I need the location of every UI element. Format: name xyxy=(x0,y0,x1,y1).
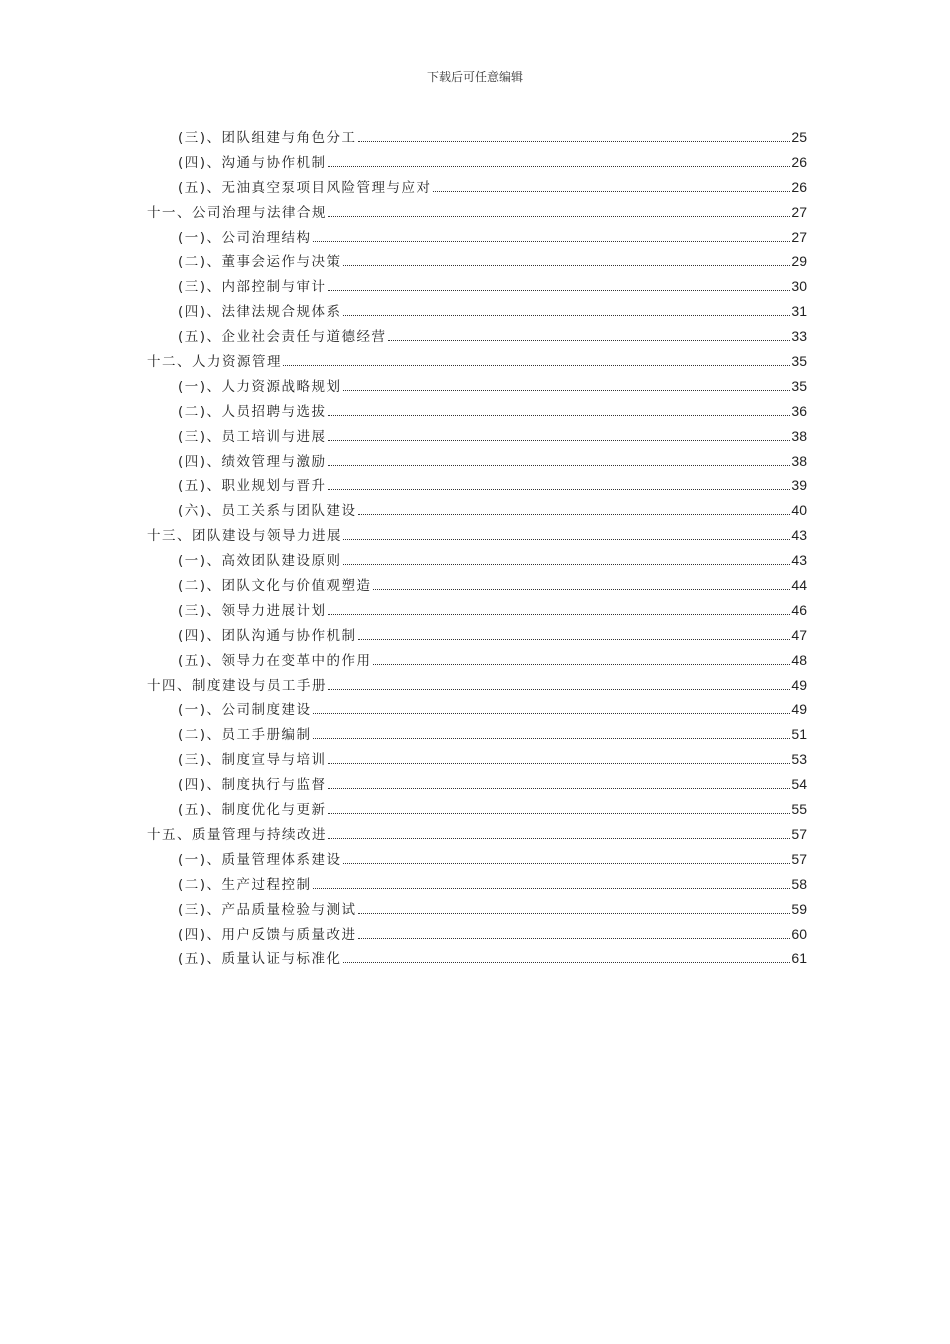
toc-entry-title: (二)、人员招聘与选拔 xyxy=(178,403,327,420)
toc-section-entry[interactable] xyxy=(147,151,807,176)
toc-dot-leader xyxy=(328,613,790,615)
toc-entry-title: (三)、产品质量检验与测试 xyxy=(178,901,357,918)
toc-entry-title: (五)、企业社会责任与道德经营 xyxy=(178,329,387,346)
toc-dot-leader xyxy=(343,862,790,864)
toc-page-number: 27 xyxy=(791,228,807,245)
toc-dot-leader xyxy=(358,937,790,939)
toc-section-entry[interactable] xyxy=(147,873,807,898)
toc-chapter-entry[interactable] xyxy=(147,674,807,699)
toc-section-entry[interactable] xyxy=(147,574,807,599)
toc-entry-title: (四)、绩效管理与激励 xyxy=(178,453,327,470)
toc-entry-title: (五)、领导力在变革中的作用 xyxy=(178,652,372,669)
toc-dot-leader xyxy=(343,563,790,565)
toc-page-number: 44 xyxy=(791,577,807,594)
toc-dot-leader xyxy=(358,140,790,142)
toc-dot-leader xyxy=(343,961,790,963)
toc-page-number: 48 xyxy=(791,651,807,668)
toc-page-number: 55 xyxy=(791,801,807,818)
toc-entry-title: (三)、团队组建与角色分工 xyxy=(178,130,357,146)
toc-page-number: 57 xyxy=(791,825,807,842)
toc-section-entry[interactable] xyxy=(147,450,807,475)
toc-dot-leader xyxy=(313,887,790,889)
toc-page-number: 39 xyxy=(791,477,807,494)
toc-section-entry[interactable] xyxy=(147,474,807,499)
toc-entry-title: (一)、公司制度建设 xyxy=(178,702,312,719)
toc-dot-leader xyxy=(388,339,790,341)
toc-dot-leader xyxy=(328,439,790,441)
toc-page-number: 36 xyxy=(791,402,807,419)
toc-dot-leader xyxy=(358,513,790,515)
toc-section-entry[interactable] xyxy=(147,300,807,325)
toc-chapter-entry[interactable] xyxy=(147,201,807,226)
toc-section-entry[interactable] xyxy=(147,923,807,948)
toc-page-number: 43 xyxy=(791,527,807,544)
toc-page-number: 26 xyxy=(791,153,807,170)
toc-page-number: 27 xyxy=(791,203,807,220)
toc-page-number: 35 xyxy=(791,377,807,394)
toc-dot-leader xyxy=(373,663,790,665)
toc-page-number: 25 xyxy=(791,129,807,145)
toc-page-number: 51 xyxy=(791,726,807,743)
toc-entry-title: 十一、公司治理与法律合规 xyxy=(147,204,327,221)
toc-entry-title: (一)、人力资源战略规划 xyxy=(178,378,342,395)
toc-section-entry[interactable] xyxy=(147,773,807,798)
toc-section-entry[interactable] xyxy=(147,599,807,624)
toc-entry-title: (五)、职业规划与晋升 xyxy=(178,478,327,495)
toc-section-entry[interactable] xyxy=(147,176,807,201)
toc-section-entry[interactable] xyxy=(147,748,807,773)
toc-section-entry[interactable] xyxy=(147,126,807,151)
toc-section-entry[interactable] xyxy=(147,250,807,275)
toc-dot-leader xyxy=(313,712,790,714)
toc-dot-leader xyxy=(358,638,790,640)
toc-dot-leader xyxy=(328,289,790,291)
toc-page-number: 35 xyxy=(791,353,807,370)
toc-entry-title: 十五、质量管理与持续改进 xyxy=(147,826,327,843)
toc-dot-leader xyxy=(328,837,790,839)
toc-dot-leader xyxy=(343,538,790,540)
toc-dot-leader xyxy=(328,464,790,466)
toc-entry-title: (六)、员工关系与团队建设 xyxy=(178,503,357,520)
toc-section-entry[interactable] xyxy=(147,848,807,873)
toc-section-entry[interactable] xyxy=(147,898,807,923)
toc-section-entry[interactable] xyxy=(147,549,807,574)
toc-dot-leader xyxy=(328,165,790,167)
table-of-contents xyxy=(147,126,807,972)
toc-page-number: 47 xyxy=(791,626,807,643)
toc-dot-leader xyxy=(313,240,790,242)
toc-dot-leader xyxy=(328,215,790,217)
toc-dot-leader xyxy=(328,414,790,416)
toc-entry-title: (二)、董事会运作与决策 xyxy=(178,254,342,271)
toc-section-entry[interactable] xyxy=(147,226,807,251)
toc-section-entry[interactable] xyxy=(147,947,807,972)
toc-page-number: 58 xyxy=(791,875,807,892)
toc-page-number: 57 xyxy=(791,850,807,867)
toc-entry-title: (四)、团队沟通与协作机制 xyxy=(178,627,357,644)
toc-page-number: 49 xyxy=(791,676,807,693)
toc-section-entry[interactable] xyxy=(147,499,807,524)
toc-dot-leader xyxy=(343,314,790,316)
toc-page-number: 53 xyxy=(791,751,807,768)
toc-dot-leader xyxy=(313,737,790,739)
toc-section-entry[interactable] xyxy=(147,723,807,748)
toc-page-number: 59 xyxy=(791,900,807,917)
toc-chapter-entry[interactable] xyxy=(147,823,807,848)
toc-entry-title: (一)、公司治理结构 xyxy=(178,229,312,246)
toc-entry-title: (四)、制度执行与监督 xyxy=(178,777,327,794)
toc-page-number: 60 xyxy=(791,925,807,942)
toc-section-entry[interactable] xyxy=(147,698,807,723)
toc-entry-title: (五)、制度优化与更新 xyxy=(178,802,327,819)
toc-dot-leader xyxy=(343,389,790,391)
toc-dot-leader xyxy=(358,912,790,914)
toc-section-entry[interactable] xyxy=(147,425,807,450)
toc-page-number: 33 xyxy=(791,328,807,345)
toc-entry-title: (三)、制度宣导与培训 xyxy=(178,752,327,769)
toc-section-entry[interactable] xyxy=(147,375,807,400)
toc-section-entry[interactable] xyxy=(147,275,807,300)
toc-page-number: 54 xyxy=(791,776,807,793)
toc-page-number: 49 xyxy=(791,701,807,718)
toc-entry-title: (四)、沟通与协作机制 xyxy=(178,154,327,171)
toc-section-entry[interactable] xyxy=(147,649,807,674)
toc-page-number: 61 xyxy=(791,950,807,967)
toc-page-number: 38 xyxy=(791,427,807,444)
toc-entry-title: (二)、员工手册编制 xyxy=(178,727,312,744)
toc-dot-leader xyxy=(343,264,790,266)
toc-page-number: 30 xyxy=(791,278,807,295)
page-header: 下载后可任意编辑 xyxy=(426,70,523,84)
toc-entry-title: (五)、无油真空泵项目风险管理与应对 xyxy=(178,179,432,196)
toc-section-entry[interactable] xyxy=(147,325,807,350)
toc-page-number: 38 xyxy=(791,452,807,469)
toc-entry-title: (一)、高效团队建设原则 xyxy=(178,553,342,570)
toc-entry-title: (一)、质量管理体系建设 xyxy=(178,851,342,868)
toc-entry-title: (三)、员工培训与进展 xyxy=(178,428,327,445)
toc-section-entry[interactable] xyxy=(147,400,807,425)
toc-entry-title: (五)、质量认证与标准化 xyxy=(178,951,342,968)
toc-page-number: 26 xyxy=(791,178,807,195)
toc-page-number: 43 xyxy=(791,552,807,569)
toc-page-number: 29 xyxy=(791,253,807,270)
toc-section-entry[interactable] xyxy=(147,624,807,649)
toc-entry-title: (二)、团队文化与价值观塑造 xyxy=(178,578,372,595)
toc-entry-title: 十三、团队建设与领导力进展 xyxy=(147,528,342,545)
toc-entry-title: (三)、内部控制与审计 xyxy=(178,279,327,296)
toc-chapter-entry[interactable] xyxy=(147,524,807,549)
toc-page-number: 31 xyxy=(791,303,807,320)
toc-entry-title: (三)、领导力进展计划 xyxy=(178,602,327,619)
toc-dot-leader xyxy=(328,812,790,814)
toc-page-number: 40 xyxy=(791,502,807,519)
toc-dot-leader xyxy=(328,762,790,764)
toc-section-entry[interactable] xyxy=(147,798,807,823)
toc-dot-leader xyxy=(373,588,790,590)
toc-dot-leader xyxy=(328,688,790,690)
toc-entry-title: (四)、用户反馈与质量改进 xyxy=(178,926,357,943)
toc-dot-leader xyxy=(433,190,790,192)
toc-dot-leader xyxy=(328,488,790,490)
toc-dot-leader xyxy=(328,787,790,789)
toc-entry-title: 十四、制度建设与员工手册 xyxy=(147,677,327,694)
toc-chapter-entry[interactable] xyxy=(147,350,807,375)
toc-page-number: 46 xyxy=(791,601,807,618)
toc-dot-leader xyxy=(283,364,790,366)
toc-entry-title: (四)、法律法规合规体系 xyxy=(178,304,342,321)
toc-entry-title: (二)、生产过程控制 xyxy=(178,876,312,893)
toc-entry-title: 十二、人力资源管理 xyxy=(147,354,282,371)
